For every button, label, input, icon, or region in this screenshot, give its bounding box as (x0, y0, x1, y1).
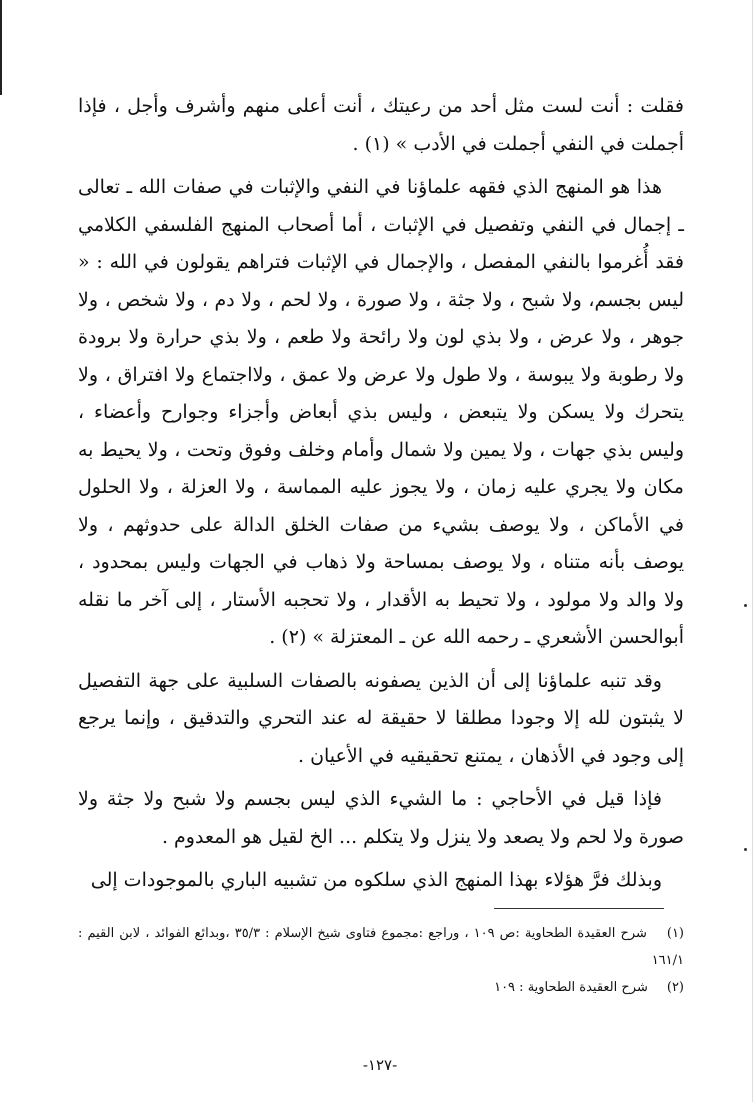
footnote-2 (78, 974, 684, 1001)
scan-speck (744, 604, 747, 607)
paragraph-4: فإذا قيل في الأحاجي : ما الشيء الذي ليس بجسم ولا شبح ولا جثة ولا صورة ولا لحم ولا يصعد ولا ينزل ولا يتكلم ... الخ لقيل هو المعدوم . (78, 788, 684, 848)
footnote-text: شرح العقيدة الطحاوية :ص ١٠٩ ، وراجع :مجموع فتاوى شيخ الإسلام : ٣٥/٣ ،وبدائع الفوائد ، لابن القيم : ١٦١/١ (78, 926, 684, 968)
footnote-text: شرح العقيدة الطحاوية : ١٠٩ (494, 980, 648, 995)
page-number: -١٢٧- (362, 1056, 398, 1074)
scan-speck (744, 848, 747, 851)
paragraph-5: وبذلك فرَّ هؤلاء بهذا المنهج الذي سلكوه من تشبيه الباري بالموجودات إلى (90, 869, 662, 891)
paragraph-1: فقلت : أنت لست مثل أحد من رعيتك ، أنت أعلى منهم وأشرف وأجل ، فإذا أجملت في النفي أجملت في الأدب » (١) . (78, 95, 684, 155)
footnote-number: (١) (666, 926, 684, 941)
footnotes (78, 920, 684, 1001)
page-body (78, 88, 684, 906)
footnote-1 (78, 920, 684, 974)
scan-edge-mark (0, 0, 2, 95)
paragraph-2: هذا هو المنهج الذي فقهه علماؤنا في النفي والإثبات في صفات الله ـ تعالى ـ إجمال في النفي وتفصيل في الإثبات ، أما أصحاب المنهج الفلسفي الكلامي فقد أُغرموا بالنفي المفصل ، والإجمال في الإثبات فتراهم يقولون في الله : « ليس بجسم، ولا شبح ، ولا جثة ، ولا صورة ، ولا لحم ، ولا دم ، ولا شخص ، ولا جوهر ، ولا عرض ، ولا بذي لون ولا رائحة ولا طعم ، ولا بذي حرارة ولا برودة ولا رطوبة ولا يبوسة ، ولا طول ولا عرض ولا عمق ، ولااجتماع ولا افتراق ، ولا يتحرك ولا يسكن ولا يتبعض ، وليس بذي أبعاض وأجزاء وجوارح وأعضاء ، وليس بذي جهات ، ولا يمين ولا شمال وأمام وخلف وفوق وتحت ، ولا يحيط به مكان ولا يجري عليه زمان ، ولا يجوز عليه المماسة ، ولا العزلة ، ولا الحلول في الأماكن ، ولا يوصف بشيء من صفات الخلق الدالة على حدوثهم ، ولا يوصف بأنه متناه ، ولا يوصف بمساحة ولا ذهاب في الجهات وليس بمحدود ، ولا والد ولا مولود ، ولا تحيط به الأقدار ، ولا تحجبه الأستار ، إلى آخر ما نقله أبوالحسن الأشعري ـ رحمه الله عن ـ المعتزلة » (٢) . (78, 176, 684, 648)
footnote-divider (494, 908, 664, 909)
paragraph-3: وقد تنبه علماؤنا إلى أن الذين يصفونه بالصفات السلبية على جهة التفصيل لا يثبتون لله إلا وجودا مطلقا لا حقيقة له عند التحري والتدقيق ، وإنما يرجع إلى وجود في الأذهان ، يمتنع تحقيقيه في الأعيان . (78, 669, 684, 767)
footnote-number: (٢) (666, 980, 684, 995)
